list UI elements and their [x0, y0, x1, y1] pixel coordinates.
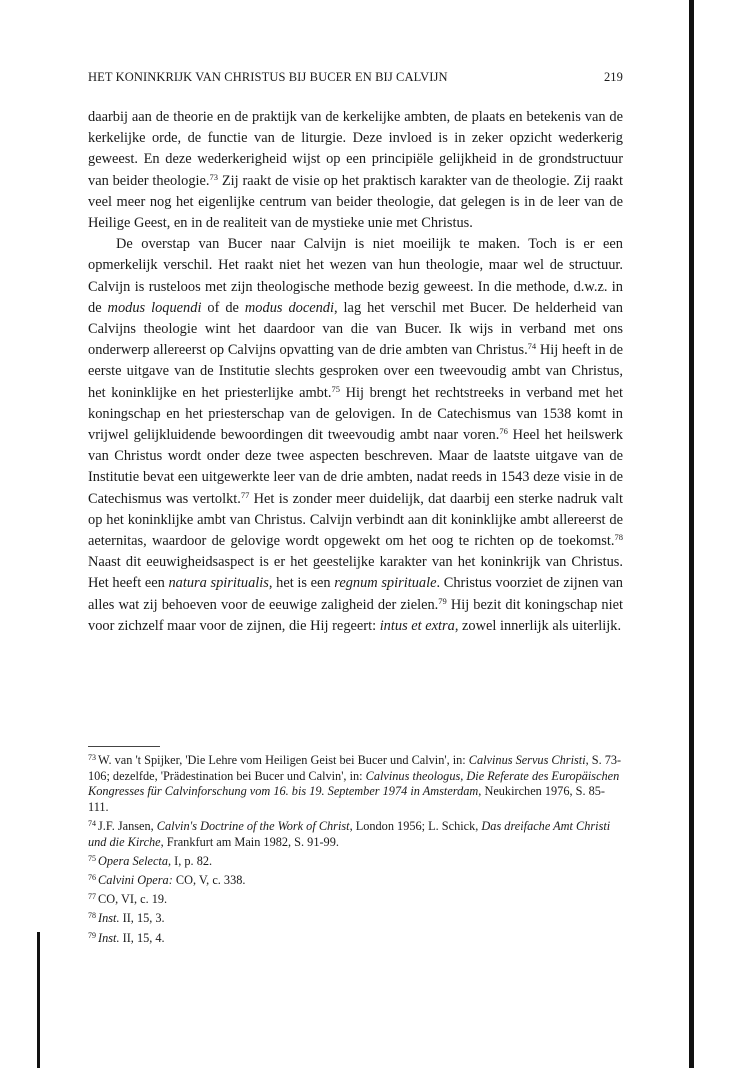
footnote-text: II, 15, 4.	[119, 930, 165, 945]
footnote-ref-73[interactable]: 73	[209, 171, 219, 182]
footnote-title: Calvinus Servus Christi	[468, 753, 586, 767]
text-run: . Christus voorziet de zijnen van alles wat zij behoeven voor de eeuwige zaligheid der zielen.	[88, 575, 623, 613]
italic-term: modus docendi	[244, 299, 334, 316]
footnote-number: 74	[88, 818, 96, 828]
text-run: Zij raakt de visie op het praktisch karakter van de theologie. Zij raakt veel meer nog het eigenlijke centrum van beider theologie, dat gelegen is in de leer van de Heilige Geest, en in de realiteit van de mystieke unie met Christus.	[88, 172, 624, 232]
footnote-title: Inst.	[98, 930, 120, 945]
page-edge-right	[689, 0, 694, 1068]
footnote-title: Das dreifache Amt Christi und die Kirche	[88, 818, 611, 849]
footnote-text: II, 15, 3.	[119, 911, 165, 926]
page-edge-left	[37, 932, 40, 1068]
footnote-text: CO, VI, c. 19.	[98, 892, 168, 907]
footnote-title: Calvini Opera:	[98, 872, 173, 887]
text-run: , lag het verschil met Bucer. De helderheid van Calvijns theologie wint het daardoor van die van Bucer. Ik wijs in verband met ons onderwerp allereerst op Calvijns opvatting van de drie ambten van Christus.	[88, 299, 623, 359]
footnote-ref-75[interactable]: 75	[331, 383, 340, 394]
footnote-73	[88, 753, 623, 815]
footnote-separator	[88, 746, 160, 747]
footnote-ref-76[interactable]: 76	[499, 426, 508, 437]
footnote-ref-74[interactable]: 74	[527, 341, 537, 352]
footnote-75	[88, 854, 623, 870]
text-run: daarbij aan de theorie en de praktijk van de kerkelijke ambten, de plaats en betekenis van de kerkelijke orde, de functie van de liturgie. Deze invloed is in zeker opzicht wederkerig geweest. En deze wederkerigheid wijst op een principiële gelijkheid in de grondstructuur van beider theologie.	[88, 109, 623, 189]
footnote-number: 79	[88, 930, 96, 940]
footnote-title: Opera Selecta	[98, 853, 168, 868]
text-run: Hij bezit dit koningschap niet voor zichzelf maar voor de zijnen, die Hij regeert:	[88, 596, 623, 634]
italic-term: intus et extra	[379, 617, 455, 634]
footnote-text: , Neukirchen 1976, S. 85-111.	[88, 784, 606, 814]
italic-term: natura spiritualis	[168, 575, 269, 592]
text-run: Het is zonder meer duidelijk, dat daarbij een sterke nadruk valt op het koninklijke ambt van Christus. Calvijn verbindt aan dit koninklijke ambt allereerst de aeternitas, waardoor de gelovige wordt opgewekt om het oog te richten op de toekomst.	[88, 490, 623, 550]
running-header	[88, 70, 623, 85]
text-run: Naast dit eeuwigheidsaspect is er het geestelijke karakter van het koninkrijk van Christus. Het heeft een	[88, 554, 623, 592]
footnote-title: Calvin's Doctrine of the Work of Christ	[156, 818, 350, 833]
footnote-title: Calvinus theologus, Die Referate des Europäischen Kongresses für Calvinforschung vom 16. bis 19. September 1974 in Amsterdam	[88, 768, 620, 799]
page-number: 219	[603, 70, 623, 84]
footnotes	[88, 753, 623, 950]
footnote-number: 73	[88, 753, 96, 762]
footnote-text: , Frankfurt am Main 1982, S. 91-99.	[160, 834, 339, 849]
paragraph-2	[88, 234, 623, 637]
footnote-number: 75	[88, 853, 96, 863]
main-text	[88, 107, 623, 637]
footnote-ref-78[interactable]: 78	[614, 532, 623, 543]
text-run: Hij heeft in de eerste uitgave van de Institutie slechts gesproken over een tweevoudig ambt van Christus, het koninklijke en het priesterlijke ambt.	[88, 342, 623, 401]
running-title: HET KONINKRIJK VAN CHRISTUS BIJ BUCER EN BIJ CALVIJN	[88, 70, 448, 84]
text-run: Heel het heilswerk van Christus wordt onder deze twee aspecten beschreven. Maar de laatste uitgave van de Institutie bevat een uitgewerkte leer van de drie ambten, nadat reeds in 1543 deze visie in de Catechismus was vertolkt.	[88, 427, 623, 507]
text-run: Hij brengt het rechtstreeks in verband met het koningschap en het priesterschap van de gelovigen. In de Catechismus van 1538 komt in vrijwel gelijkluidende bewoordingen dit tweevoudig ambt naar voren.	[88, 384, 623, 444]
footnote-78	[88, 911, 623, 927]
footnote-number: 78	[88, 911, 96, 921]
footnote-text: CO, V, c. 338.	[172, 872, 246, 887]
footnote-text: W. van 't Spijker, 'Die Lehre vom Heiligen Geist bei Bucer und Calvin', in:	[98, 753, 469, 767]
footnote-ref-79[interactable]: 79	[438, 595, 447, 606]
italic-term: modus loquendi	[107, 299, 202, 316]
footnote-77	[88, 892, 623, 908]
paragraph-1	[88, 107, 623, 234]
footnote-ref-77[interactable]: 77	[240, 489, 250, 500]
footnote-number: 76	[88, 872, 96, 882]
footnote-text: , I, p. 82.	[168, 853, 213, 868]
footnote-text: J.F. Jansen,	[98, 818, 157, 833]
text-run: De overstap van Bucer naar Calvijn is niet moeilijk te maken. Toch is er een opmerkelijk verschil. Het raakt niet het wezen van hun theologie, maar wel de structuur. Calvijn is rusteloos met zijn theologische methode bezig geweest. In die methode, d.w.z. in de	[88, 236, 623, 316]
footnote-76	[88, 873, 623, 889]
text-run: , het is een	[268, 575, 335, 592]
footnote-number: 77	[88, 892, 96, 902]
footnote-text: , London 1956; L. Schick,	[349, 818, 482, 833]
text-run: of de	[201, 299, 245, 316]
footnote-79	[88, 931, 623, 947]
italic-term: regnum spirituale	[334, 575, 437, 592]
text-run: , zowel innerlijk als uiterlijk.	[454, 617, 622, 634]
footnote-title: Inst.	[98, 911, 120, 926]
footnote-74	[88, 819, 623, 850]
footnote-text: , S. 73-106; dezelfde, 'Prädestination bei Bucer und Calvin', in:	[88, 753, 622, 783]
